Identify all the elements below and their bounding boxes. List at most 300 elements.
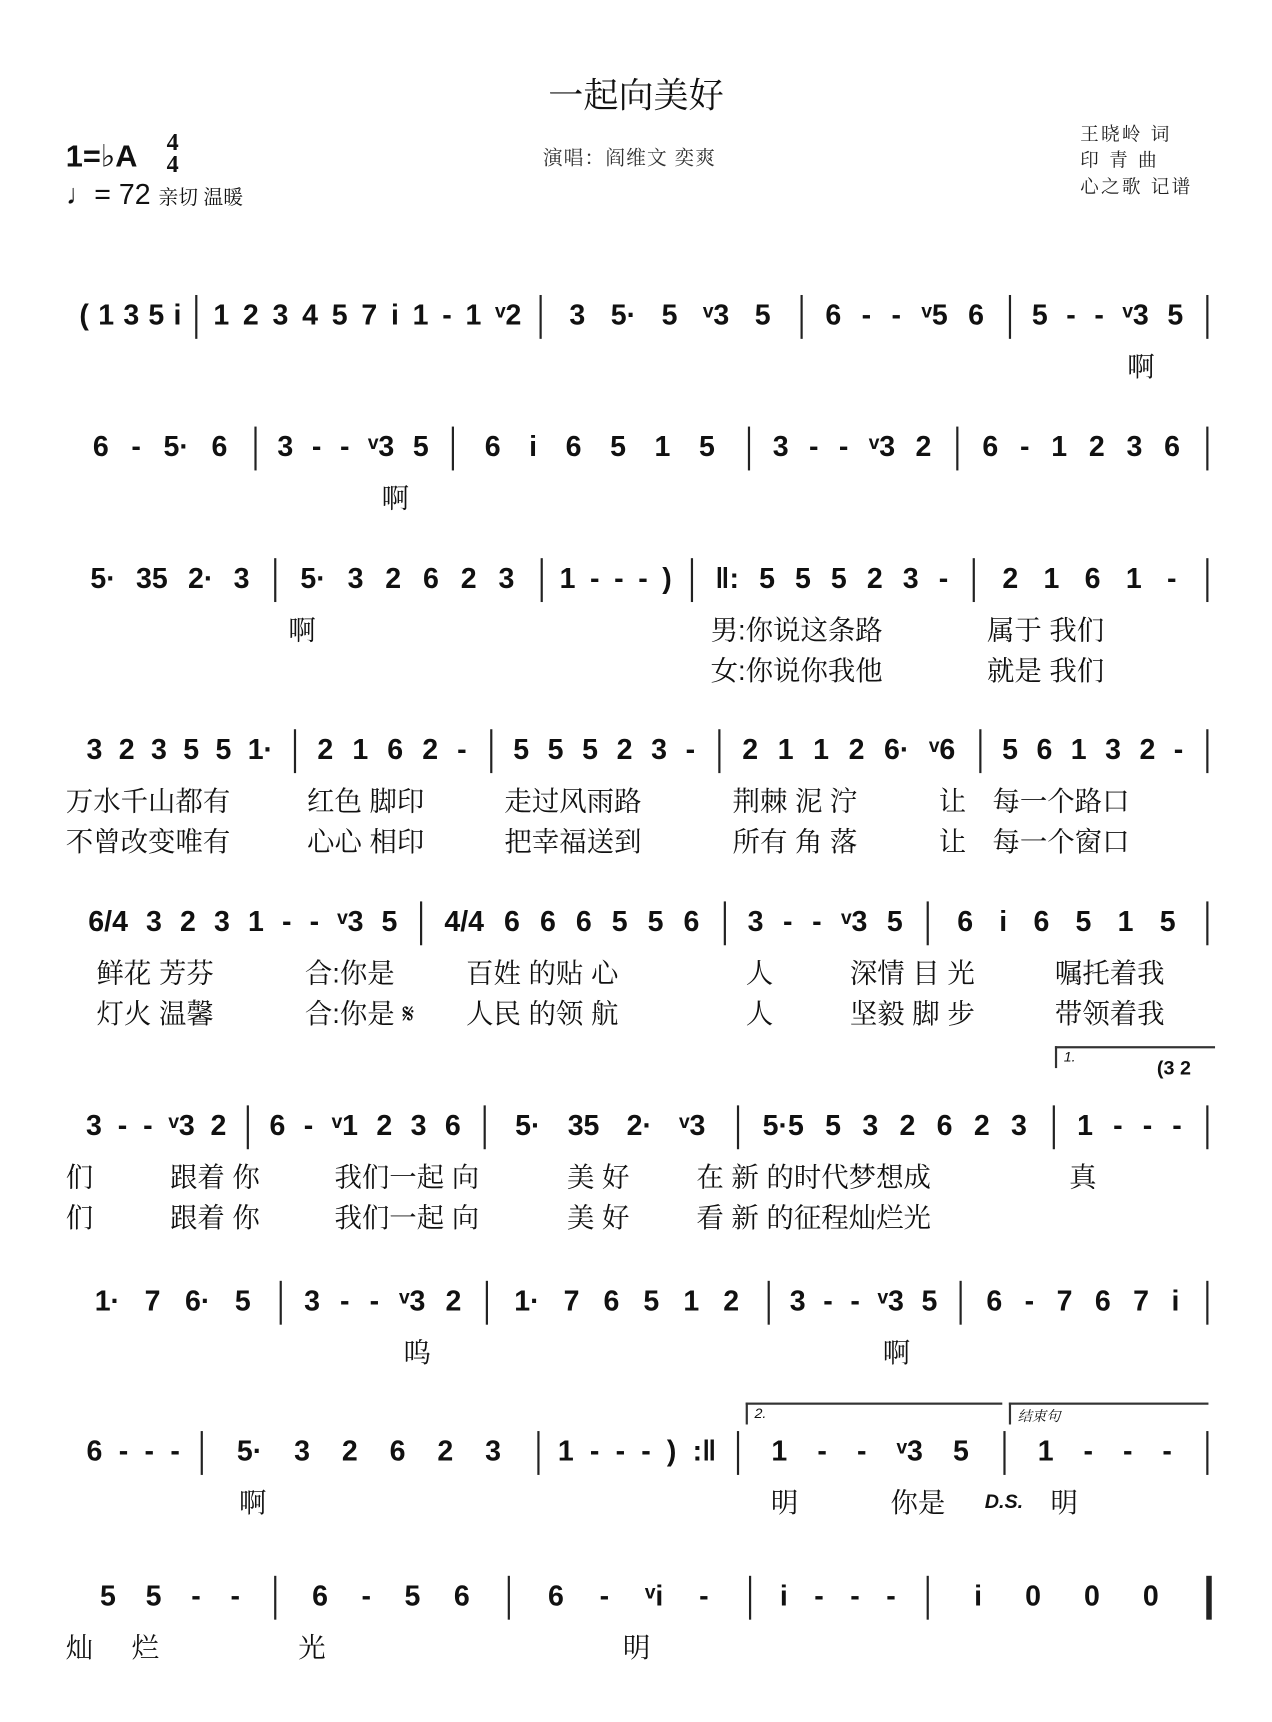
note: -: [599, 1578, 610, 1612]
note: 5: [661, 297, 678, 331]
note: 7: [361, 297, 378, 331]
note: (: [79, 297, 89, 331]
note: 5: [381, 904, 398, 938]
note: 3: [214, 904, 230, 938]
note: 2: [118, 731, 135, 765]
lyric: 人民 的领 航: [466, 999, 619, 1030]
lyric: 心心 相印: [307, 826, 425, 858]
note: -: [1173, 731, 1184, 765]
bar-line: [1206, 1576, 1211, 1620]
lyric: 啊: [288, 615, 316, 646]
note: 2: [973, 1108, 990, 1142]
measure: [205, 1431, 533, 1470]
note: -: [1162, 1433, 1172, 1467]
lyric: 们: [65, 1162, 94, 1194]
note: 6: [423, 560, 439, 594]
lyric: 灯火 温馨: [96, 999, 214, 1030]
lyric: 我们一起 向: [334, 1162, 480, 1194]
lyric: 把幸福送到: [504, 826, 642, 858]
bar-line: [1053, 1105, 1055, 1149]
note: -: [814, 1578, 824, 1612]
note: 2: [376, 1108, 393, 1142]
note: -: [856, 1433, 867, 1467]
note: 5: [795, 560, 811, 594]
note: 1: [559, 560, 576, 594]
note: ᵛ3: [868, 429, 896, 463]
note: i: [390, 297, 399, 331]
note: -: [641, 1433, 651, 1467]
lyric: 看 新 的征程灿烂光: [696, 1202, 931, 1234]
note: 5: [331, 297, 348, 331]
note: ᵛ3: [877, 1283, 904, 1317]
note: -: [340, 1283, 350, 1317]
measure: [961, 427, 1202, 466]
measure: [1013, 295, 1202, 334]
note: -: [309, 904, 320, 938]
note: 3: [1105, 731, 1121, 765]
note: -: [891, 297, 902, 331]
note: -: [1166, 560, 1177, 594]
note: 5: [643, 1283, 660, 1317]
note: 6: [444, 1108, 461, 1142]
score-row: [0, 1578, 1272, 1664]
lyric: D.S.: [984, 1490, 1024, 1513]
note: -: [1066, 297, 1076, 331]
note: -: [823, 1283, 833, 1317]
note: 1: [1117, 904, 1134, 938]
note: 3: [498, 560, 515, 594]
note: 5: [513, 731, 530, 765]
note: -: [685, 731, 696, 765]
note: 2: [341, 1433, 358, 1467]
note: ): [666, 1433, 677, 1467]
bar-line: [452, 427, 454, 471]
lyric: 让: [938, 786, 967, 817]
score-row: [0, 560, 1272, 687]
lyric: 每一个窗口: [992, 826, 1130, 858]
bar-line: [541, 558, 543, 602]
lyric: 美 好: [566, 1202, 630, 1234]
note: 5·: [163, 429, 189, 463]
note: -: [850, 1283, 860, 1317]
measure: [753, 1576, 922, 1615]
lyric: 合:你是 𝄋: [304, 999, 415, 1030]
measure: [805, 295, 1005, 334]
note: 6: [389, 1433, 406, 1467]
score-row: [0, 297, 1272, 383]
tempo-value: ♩= 72: [65, 177, 151, 211]
note: -: [808, 429, 819, 463]
note: 6: [1164, 429, 1181, 463]
lyric: 美 好: [566, 1162, 630, 1194]
measure: [70, 729, 289, 768]
lyric: 呜: [403, 1337, 431, 1369]
note: 5: [234, 1283, 251, 1317]
note: 6: [539, 904, 556, 938]
score-row: [0, 429, 1272, 515]
note: 3: [789, 1283, 806, 1317]
tempo-marking: [66, 178, 243, 212]
measure: [1008, 1431, 1202, 1470]
measure: [772, 1281, 955, 1320]
note: 6: [1033, 904, 1050, 938]
note: -: [638, 560, 648, 594]
note: 5: [611, 904, 628, 938]
note: 3: [151, 731, 167, 765]
bar-line: [420, 901, 422, 945]
note: 2: [210, 1108, 227, 1142]
note: 1: [98, 297, 115, 331]
note: ): [662, 560, 672, 594]
lyric: 我们一起 向: [334, 1202, 480, 1234]
note: -: [817, 1433, 827, 1467]
note: -: [303, 1108, 314, 1142]
bar-line: [927, 901, 929, 945]
bar-line: [1206, 901, 1208, 945]
note: 3: [294, 1433, 311, 1467]
note: 1: [777, 731, 794, 765]
note: 0: [1142, 1578, 1159, 1612]
lyric: 荆棘 泥 泞: [732, 786, 858, 817]
lyric: 跟着 你: [169, 1162, 260, 1194]
lyric: 你是: [890, 1488, 946, 1519]
note: -: [615, 1433, 626, 1467]
bar-line: [724, 901, 726, 945]
note: -: [614, 560, 624, 594]
measure: [984, 729, 1202, 768]
note: ᵛ3: [399, 1283, 426, 1317]
note: 2: [616, 731, 633, 765]
note: 5: [610, 429, 626, 463]
note: 3: [410, 1108, 427, 1142]
note: :‖: [692, 1433, 717, 1467]
lyric: 跟着 你: [169, 1202, 260, 1234]
note: 3: [485, 1433, 501, 1467]
lyric: 明: [770, 1488, 799, 1519]
lyric: 属于 我们: [986, 615, 1105, 646]
note: ᵛ5: [921, 297, 948, 331]
note: 6: [825, 297, 842, 331]
lyric: 带领着我: [1054, 999, 1165, 1030]
lyric: 明: [622, 1632, 651, 1664]
note: -: [369, 1283, 380, 1317]
note: 1·: [94, 1283, 121, 1317]
measure: [544, 295, 796, 334]
note: 5: [1002, 731, 1018, 765]
note: ᵛi: [645, 1578, 664, 1612]
lyric: 嘱托着我: [1054, 958, 1165, 990]
measure: [70, 901, 415, 940]
note: ᵛ6: [928, 731, 956, 765]
time-signature-top: 4: [166, 128, 179, 156]
bar-line: [801, 295, 803, 339]
bar-line: [956, 427, 958, 471]
lyric: 光: [298, 1632, 326, 1664]
note: 7: [1133, 1283, 1150, 1317]
measure: [70, 558, 270, 597]
note: 6: [982, 429, 999, 463]
note: 2: [180, 904, 196, 938]
bar-line: [748, 427, 750, 471]
note: 1: [683, 1283, 700, 1317]
bar-line: [960, 1281, 962, 1325]
note: 2: [385, 560, 402, 594]
note: -: [311, 429, 322, 463]
note: 4: [302, 297, 319, 331]
note: 1: [557, 1433, 574, 1467]
note: -: [1020, 429, 1030, 463]
note: 1·: [247, 731, 274, 765]
note: 0: [1025, 1578, 1041, 1612]
measure: [70, 1281, 275, 1320]
lyric: 啊: [381, 483, 410, 515]
note: 5: [759, 560, 775, 594]
note: 6: [387, 731, 404, 765]
note: i: [974, 1578, 983, 1612]
note: 2·: [188, 560, 214, 594]
note: 3: [146, 904, 162, 938]
note: 2: [317, 731, 334, 765]
measure: [70, 427, 250, 466]
lyric: 明: [1050, 1488, 1078, 1519]
measure: [545, 558, 686, 597]
note: 5: [404, 1578, 421, 1612]
measure: [977, 558, 1202, 597]
note: 5: [886, 904, 903, 938]
note: 2: [1088, 429, 1105, 463]
lyric: 合:你是: [304, 958, 395, 990]
bar-line: [201, 1431, 203, 1475]
measure: [964, 1281, 1202, 1320]
note: -: [590, 560, 600, 594]
first-ending-bracket: 1.: [1055, 1046, 1215, 1068]
note: 6: [968, 297, 985, 331]
note: 5: [952, 1433, 969, 1467]
transcriber-credit: 心之歌 记谱: [1080, 176, 1193, 199]
note: 3: [772, 429, 789, 463]
lyric: 万水千山都有: [65, 786, 231, 817]
time-signature: [166, 128, 179, 178]
lyric: 走过风雨路: [504, 786, 642, 817]
lyric: 鲜花 芳芬: [96, 958, 214, 990]
measure: [931, 901, 1202, 940]
lyric: 在 新 的时代梦想成: [696, 1162, 931, 1194]
note: -: [170, 1433, 180, 1467]
note: 2: [899, 1108, 916, 1142]
pickup-notes: (3 2: [1156, 1057, 1191, 1080]
lyric: 啊: [882, 1337, 911, 1369]
note: 3: [272, 297, 289, 331]
note: -: [783, 904, 793, 938]
note: -: [812, 904, 822, 938]
note: 5: [698, 429, 715, 463]
note: -: [938, 560, 949, 594]
bar-line: [1206, 1281, 1208, 1325]
lyric: 女:你说你我他: [710, 655, 883, 687]
note: 5·5: [762, 1108, 804, 1142]
note: 6: [504, 904, 520, 938]
bar-line: [1206, 729, 1208, 773]
second-ending-bracket: 2.: [746, 1403, 1003, 1425]
note: -: [861, 297, 872, 331]
note: -: [1083, 1433, 1094, 1467]
note: 1: [654, 429, 671, 463]
bar-line: [1206, 295, 1208, 339]
note: ᵛ3: [337, 904, 364, 938]
lyric: 真: [1069, 1162, 1097, 1194]
note: -: [361, 1578, 371, 1612]
bar-line: [294, 729, 296, 773]
note: 6: [1094, 1283, 1111, 1317]
note: 7: [563, 1283, 580, 1317]
note: 5: [1031, 297, 1048, 331]
score-row: [0, 1283, 1272, 1369]
bar-line: [979, 729, 981, 773]
note: i: [779, 1578, 788, 1612]
note: 6/4: [88, 904, 128, 938]
expression-marking: 亲切 温暖: [158, 186, 243, 209]
note: 1: [813, 731, 830, 765]
measure: [728, 901, 922, 940]
measure: [279, 1576, 504, 1615]
note: 6: [957, 904, 974, 938]
time-signature-bottom: 4: [166, 150, 179, 178]
measure: [456, 427, 743, 466]
bar-line: [537, 1431, 539, 1475]
measure: [931, 1576, 1202, 1615]
lyric: 烂: [131, 1632, 160, 1664]
bar-line: [737, 1431, 739, 1475]
note: 2: [437, 1433, 454, 1467]
note: 5: [1167, 297, 1184, 331]
measure: [251, 1105, 479, 1144]
lyric: 百姓 的贴 心: [466, 958, 619, 990]
note: 2: [848, 731, 865, 765]
note: 3: [1126, 429, 1143, 463]
note: 5: [1075, 904, 1092, 938]
note: 5·: [300, 560, 326, 594]
note: -: [1024, 1283, 1035, 1317]
note: -: [1142, 1108, 1153, 1142]
note: -: [442, 297, 452, 331]
note: 5: [921, 1283, 938, 1317]
note: 5: [825, 1108, 842, 1142]
measure: [279, 558, 537, 597]
note: -: [118, 1433, 129, 1467]
note: -: [143, 1108, 153, 1142]
bar-line: [691, 558, 693, 602]
measure: [298, 729, 486, 768]
note: 6: [92, 429, 109, 463]
note: 6: [547, 1578, 564, 1612]
bar-line: [254, 427, 256, 471]
measure: [70, 1576, 270, 1615]
measure: [424, 901, 719, 940]
lyric: 灿: [65, 1632, 94, 1664]
note: ᵛ3: [896, 1433, 923, 1467]
bar-line: [490, 729, 492, 773]
note: 5: [582, 731, 599, 765]
bar-line: [1206, 558, 1208, 602]
note: 35: [567, 1108, 600, 1142]
lyric: 红色 脚印: [307, 786, 425, 817]
note: -: [457, 731, 467, 765]
note: ‖:: [715, 560, 740, 594]
note: -: [191, 1578, 201, 1612]
note: -: [144, 1433, 155, 1467]
measure: [490, 1281, 763, 1320]
note: 2: [242, 297, 259, 331]
note: 2: [1002, 560, 1019, 594]
bar-line: [508, 1576, 510, 1620]
bar-line: [280, 1281, 282, 1325]
note: 2: [460, 560, 477, 594]
note: -: [1113, 1108, 1123, 1142]
note: 1: [1043, 560, 1060, 594]
note: -: [1094, 297, 1104, 331]
note: 6: [575, 904, 592, 938]
note: ᵛ3: [702, 297, 730, 331]
lyricist-credit: 王晓岭 词: [1080, 123, 1172, 146]
note: -: [886, 1578, 896, 1612]
lyric: 所有 角 落: [732, 826, 858, 858]
bar-line: [1206, 427, 1208, 471]
note: 3: [747, 904, 764, 938]
note: 5: [1159, 904, 1176, 938]
measure: [70, 295, 191, 334]
note: 3: [902, 560, 919, 594]
bar-line: [1003, 1431, 1005, 1475]
measure: [542, 1431, 733, 1470]
note: -: [281, 904, 292, 938]
bar-line: [973, 558, 975, 602]
note: 6: [86, 1433, 103, 1467]
key-signature: 1=♭A: [65, 139, 138, 174]
note: -: [339, 429, 350, 463]
note: ᵛ3: [168, 1108, 195, 1142]
lyric: 就是 我们: [986, 655, 1105, 687]
note: 1: [213, 297, 230, 331]
note: 6: [603, 1283, 620, 1317]
note: i: [999, 904, 1008, 938]
note: ᵛ2: [495, 297, 522, 331]
measure: [1057, 1105, 1202, 1144]
note: 3: [277, 429, 294, 463]
note: 3: [862, 1108, 879, 1142]
note: 1: [771, 1433, 788, 1467]
note: 6: [1084, 560, 1101, 594]
bar-line: [1206, 1105, 1208, 1149]
measure: [695, 558, 968, 597]
note: -: [117, 1108, 128, 1142]
note: 6: [484, 429, 501, 463]
note: 5: [183, 731, 200, 765]
note: 6: [211, 429, 228, 463]
note: 5: [145, 1578, 162, 1612]
bar-line: [274, 558, 276, 602]
score-row: [0, 904, 1272, 1030]
note: 1: [1037, 1433, 1054, 1467]
note: -: [1172, 1108, 1182, 1142]
coda-ending-bracket: 结束句: [1009, 1403, 1209, 1425]
bar-line: [195, 295, 197, 339]
note: ᵛ3: [368, 429, 395, 463]
note: 3: [86, 731, 103, 765]
note: 35: [136, 560, 168, 594]
note: 1·: [514, 1283, 540, 1317]
note: 5·: [515, 1108, 541, 1142]
note: 5·: [236, 1433, 263, 1467]
